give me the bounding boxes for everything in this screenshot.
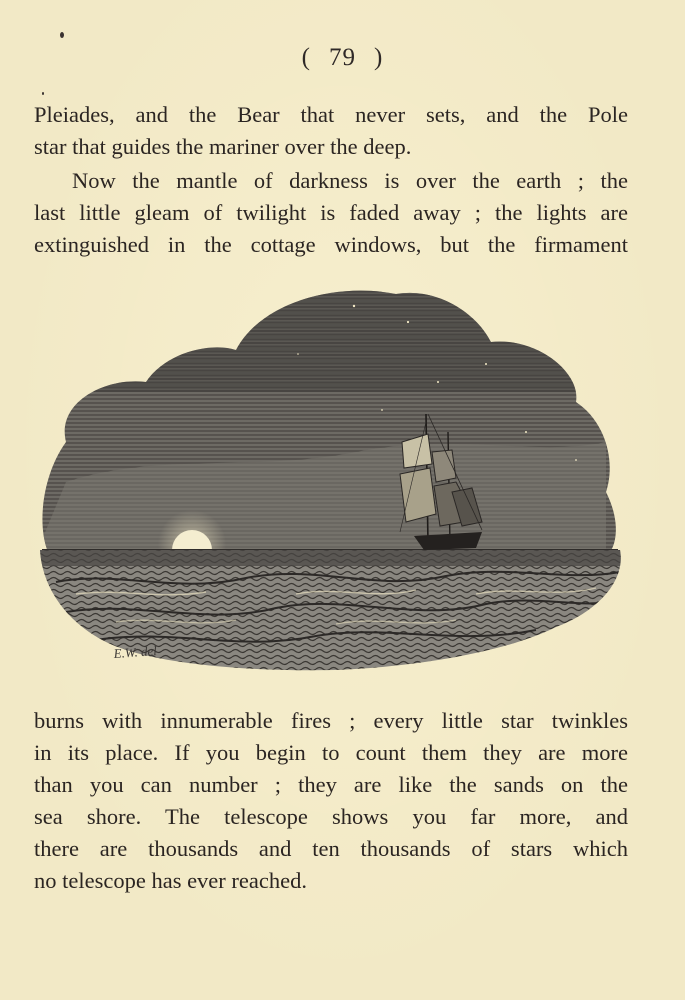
text-line: extinguished in the cottage windows, but the firmament <box>34 232 628 257</box>
text-line: Now the mantle of darkness is over the earth ; the <box>72 168 628 193</box>
page-number <box>0 44 685 72</box>
page-number-open-paren: ( <box>301 44 311 71</box>
text-line: no telescope has ever reached. <box>34 868 307 893</box>
text-line: sea shore. The telescope shows you far more, and <box>34 804 628 829</box>
text-line: there are thousands and ten thousands of stars which <box>34 836 628 861</box>
engraving-svg <box>36 282 624 674</box>
text-line: last little gleam of twilight is faded away ; the lights are <box>34 200 628 225</box>
text-line: star that guides the mariner over the deep. <box>34 134 412 159</box>
engraver-signature: E.W. del <box>113 643 158 661</box>
ink-speck <box>42 92 44 95</box>
text-line: burns with innumerable fires ; every little star twinkles <box>34 708 628 733</box>
text-line: Pleiades, and the Bear that never sets, and the Pole <box>34 102 628 127</box>
night-sky <box>36 282 624 554</box>
text-line: than you can number ; they are like the sands on the <box>34 772 628 797</box>
text-line: in its place. If you begin to count them they are more <box>34 740 628 765</box>
page-number-value: 79 <box>329 44 356 71</box>
ship-at-night-engraving <box>36 282 624 674</box>
page-number-close-paren: ) <box>374 44 384 71</box>
ink-speck <box>60 32 64 38</box>
